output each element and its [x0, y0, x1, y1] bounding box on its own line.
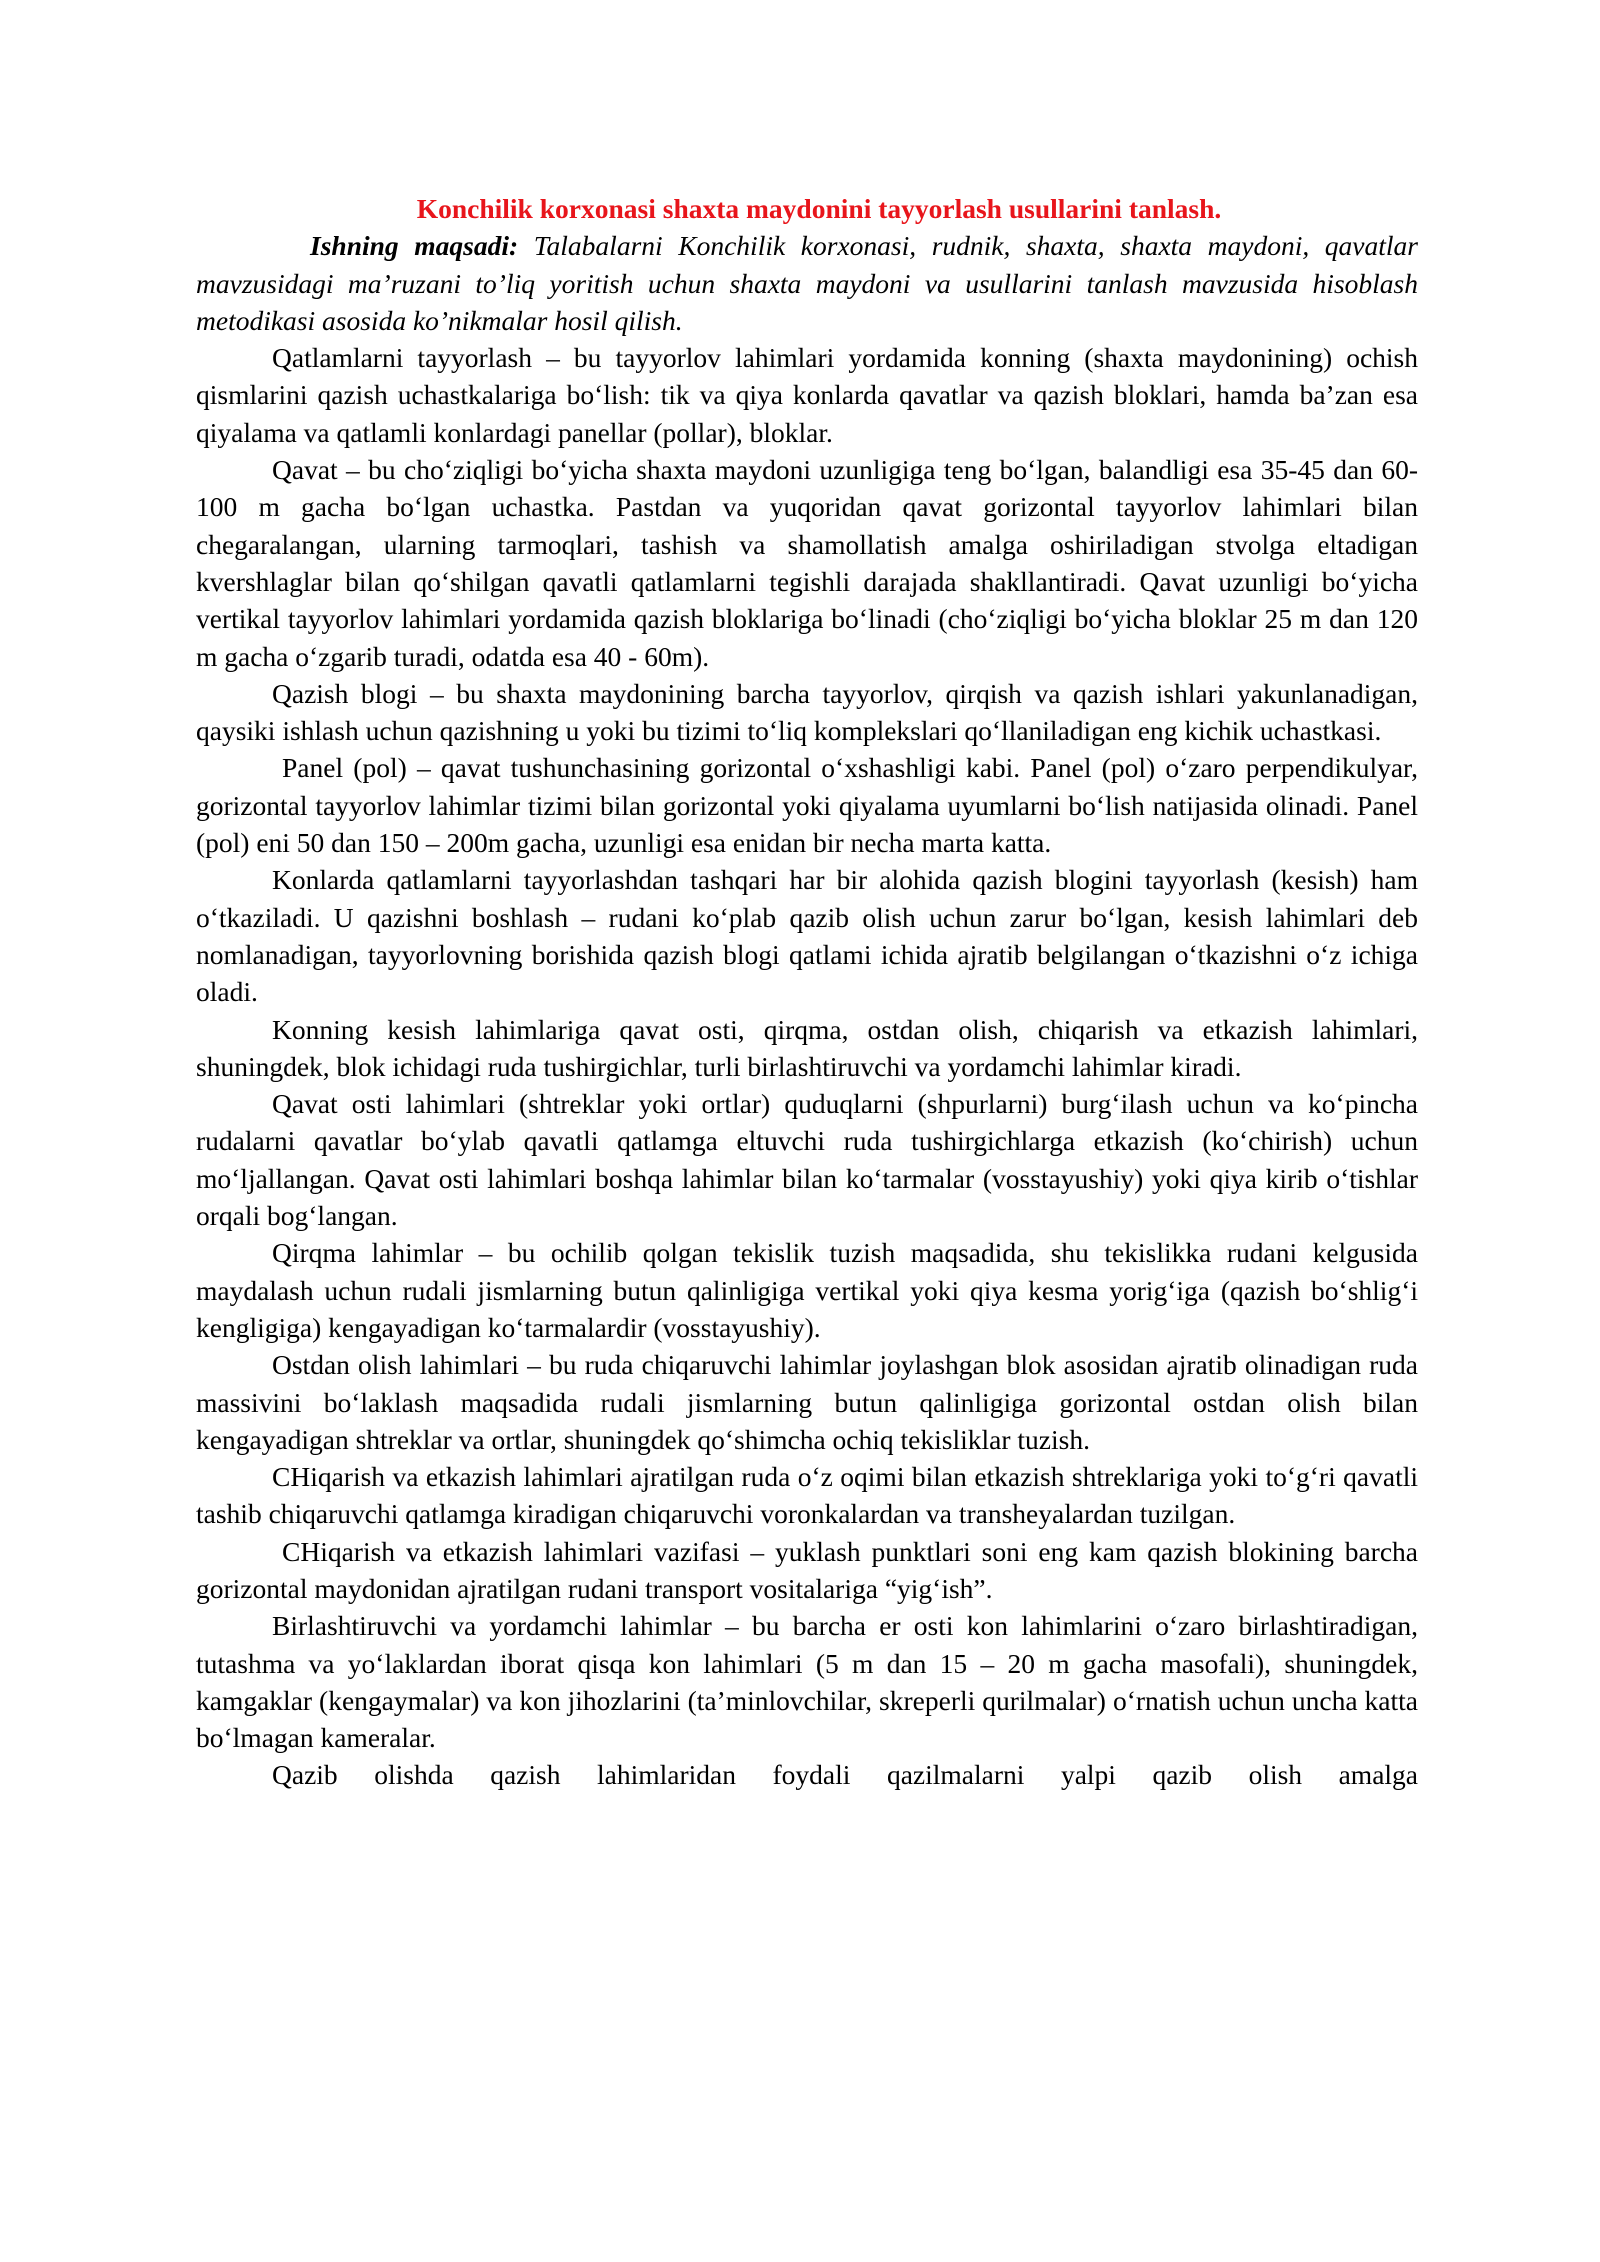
goal-paragraph — [196, 227, 1418, 339]
paragraph-cutting-workings: Konning kesish lahimlariga qavat osti, qirqma, ostdan olish, chiqarish va etkazish lahimlari, shuningdek, blok ichidagi ruda tushirgichlar, turli birlashtiruvchi va yordamchi lahimlar kiradi. — [196, 1013, 1418, 1082]
document-page — [196, 190, 1418, 1794]
goal-text: Talabalarni Konchilik korxonasi, rudnik, shaxta, shaxta maydoni, qavatlar mavzusidagi ma’ruzani to’liq yoritish uchun shaxta maydoni va usullarini tanlash mavzusida hisoblash metodikasi asosida ko’nikmalar hosil qilish. — [196, 230, 1418, 336]
paragraph-draw-purpose: CHiqarish va etkazish lahimlari vazifasi – yuklash punktlari soni eng kam qazish blokining barcha gorizontal maydonidan ajratilgan rudani transport vositalariga “yig‘ish”. — [196, 1535, 1418, 1604]
paragraph-layer-preparation: Qatlamlarni tayyorlash – bu tayyorlov lahimlari yordamida konning (shaxta maydonining) ochish qismlarini qazish uchastkalariga bo‘lish: tik va qiya konlarda qavatlar va qazish bloklari, hamda ba’zan esa qiyalama va qatlamli konlardagi panellar (pollar), bloklar. — [196, 342, 1418, 448]
paragraph-undercut-workings: Ostdan olish lahimlari – bu ruda chiqaruvchi lahimlar joylashgan blok asosidan ajratib olinadigan ruda massivini bo‘laklash maqsadida rudali jismlarning butun qalinligiga gorizontal ostdan olish bilan kengayadigan shtreklar va ortlar, shuningdek qo‘shimcha ochiq tekisliklar tuzish. — [196, 1349, 1418, 1455]
paragraph-block-cutting: Konlarda qatlamlarni tayyorlashdan tashqari har bir alohida qazish blogini tayyorlash (kesish) ham o‘tkaziladi. U qazishni boshlash – rudani ko‘plab qazib olish uchun zarur bo‘lgan, kesish lahimlari deb nomlanadigan, tayyorlovning borishida qazish blogi qatlami ichida ajratib belgilangan o‘tkazishni o‘z ichiga oladi. — [196, 864, 1418, 1008]
paragraph-level: Qavat – bu cho‘ziqligi bo‘yicha shaxta maydoni uzunligiga teng bo‘lgan, balandligi esa 35-45 dan 60-100 m gacha bo‘lgan uchastka. Pastdan va yuqoridan qavat gorizontal tayyorlov lahimlari bilan chegaralangan, ularning tarmoqlari, tashish va shamollatish amalga oshiriladigan stvolga eltadigan kvershlaglar bilan qo‘shilgan qavatli qatlamlarni tegishli darajada shakllantiradi. Qavat uzunligi bo‘yicha vertikal tayyorlov lahimlari yordamida qazish bloklariga bo‘linadi (cho‘ziqligi bo‘yicha bloklar 25 m dan 120 m gacha o‘zgarib turadi, odatda esa 40 - 60m). — [196, 454, 1418, 672]
document-title: Konchilik korxonasi shaxta maydonini tayyorlash usullarini tanlash. — [416, 193, 1222, 224]
goal-label: Ishning maqsadi: — [310, 230, 519, 262]
paragraph-sublevel-workings: Qavat osti lahimlari (shtreklar yoki ortlar) quduqlarni (shpurlarni) burg‘ilash uchun va ko‘pincha rudalarni qavatlar bo‘ylab qavatli qatlamga eltuvchi ruda tushirgichlarga etkazish (ko‘chirish) uchun mo‘ljallangan. Qavat osti lahimlari boshqa lahimlar bilan ko‘tarmalar (vosstayushiy) yoki qiya kirib o‘tishlar orqali bog‘langan. — [196, 1088, 1418, 1232]
paragraph-panel: Panel (pol) – qavat tushunchasining gorizontal o‘xshashligi kabi. Panel (pol) o‘zaro perpendikulyar, gorizontal tayyorlov lahimlar tizimi bilan gorizontal yoki qiyalama uyumlarni bo‘lish natijasida olinadi. Panel (pol) eni 50 dan 150 – 200m gacha, uzunligi esa enidan bir necha marta katta. — [196, 752, 1418, 859]
paragraph-draw-workings: CHiqarish va etkazish lahimlari ajratilgan ruda o‘z oqimi bilan etkazish shtreklariga yoki to‘g‘ri qavatli tashib chiqaruvchi qatlamga kiradigan chiqaruvchi voronkalardan va transheyalardan tuzilgan. — [196, 1461, 1418, 1530]
paragraph-cut-workings: Qirqma lahimlar – bu ochilib qolgan tekislik tuzish maqsadida, shu tekislikka rudani kelgusida maydalash uchun rudali jismlarning butun qalinligiga vertikal yoki qiya kesma yorig‘iga (qazish bo‘shlig‘i kengligiga) kengayadigan ko‘tarmalardir (vosstayushiy). — [196, 1237, 1418, 1343]
paragraph-auxiliary-workings: Birlashtiruvchi va yordamchi lahimlar – bu barcha er osti kon lahimlarini o‘zaro birlashtiradigan, tutashma va yo‘laklardan iborat qisqa kon lahimlari (5 m dan 15 – 20 m gacha masofali), shuningdek, kamgaklar (kengaymalar) va kon jihozlarini (ta’minlovchilar, skreperli qurilmalar) o‘rnatish uchun uncha katta bo‘lmagan kameralar. — [196, 1610, 1418, 1754]
paragraph-mining-block: Qazish blogi – bu shaxta maydonining barcha tayyorlov, qirqish va qazish ishlari yakunlanadigan, qaysiki ishlash uchun qazishning u yoki bu tizimi to‘liq komplekslari qo‘llaniladigan eng kichik uchastkasi. — [196, 677, 1418, 747]
paragraph-extraction: Qazib olishda qazish lahimlaridan foydali qazilmalarni yalpi qazib olish amalga — [272, 1759, 1418, 1791]
